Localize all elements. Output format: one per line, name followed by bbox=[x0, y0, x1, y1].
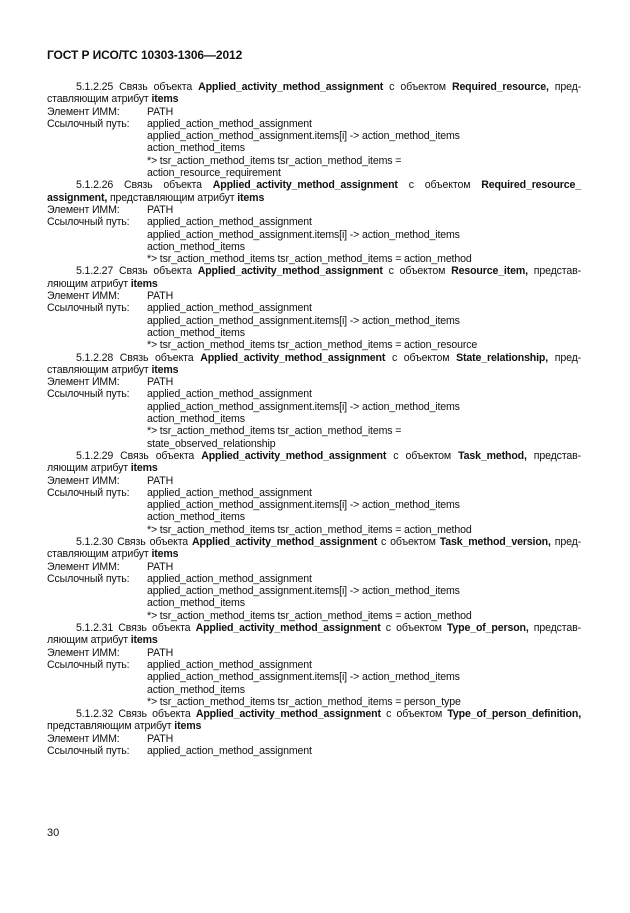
clause-text: Связь объекта bbox=[113, 535, 193, 548]
reference-path-line: applied_action_method_assignment bbox=[147, 117, 312, 130]
reference-path-line: state_observed_relationship bbox=[147, 437, 276, 450]
reference-path-line: applied_action_method_assignment.items[i] -> action_method_items bbox=[147, 499, 460, 512]
mim-element-row bbox=[47, 204, 581, 216]
reference-path-line: applied_action_method_assignment bbox=[147, 302, 312, 315]
clause-text: пред-ставляющим атрибут bbox=[47, 535, 582, 561]
clause-number: 5.1.2.31 bbox=[76, 622, 114, 635]
clause-text: с объектом bbox=[397, 179, 482, 192]
clause-heading bbox=[47, 708, 581, 733]
mim-element-label: Элемент ИММ: bbox=[47, 290, 120, 303]
clause-text: представ-ляющим атрибут bbox=[47, 449, 582, 475]
clause-heading bbox=[47, 450, 581, 475]
reference-path-line: *> tsr_action_method_items tsr_action_method_items = bbox=[147, 154, 402, 167]
clause-heading bbox=[47, 265, 581, 290]
clause-number: 5.1.2.25 bbox=[76, 81, 114, 93]
clause-text: Связь объекта bbox=[113, 449, 202, 462]
reference-path-row bbox=[47, 659, 581, 671]
attribute-name: items bbox=[130, 462, 158, 475]
mim-element-value: PATH bbox=[147, 560, 174, 573]
clause-heading bbox=[47, 179, 581, 204]
page-header: ГОСТ Р ИСО/ТС 10303-1306—2012 bbox=[47, 48, 243, 62]
reference-path-line: action_method_items bbox=[147, 326, 245, 339]
clause-number: 5.1.2.26 bbox=[76, 179, 114, 192]
clause-text: представляющим атрибут bbox=[107, 191, 238, 204]
clause-section bbox=[47, 352, 581, 450]
attribute-name: items bbox=[174, 720, 202, 733]
reference-path-line: *> tsr_action_method_items tsr_action_method_items = person_type bbox=[147, 695, 461, 708]
reference-path-line: applied_action_method_assignment.items[i] -> action_method_items bbox=[147, 671, 460, 684]
clause-text: Связь объекта bbox=[113, 351, 201, 364]
clause-text: пред-ставляющим атрибут bbox=[47, 81, 582, 106]
source-entity: Applied_activity_method_assignment bbox=[195, 708, 381, 721]
reference-path-line: applied_action_method_assignment.items[i] -> action_method_items bbox=[147, 228, 460, 241]
reference-path-line: action_method_items bbox=[147, 142, 245, 155]
clause-text: с объектом bbox=[377, 535, 440, 548]
target-entity: Required_resource_ assignment, bbox=[47, 179, 581, 204]
mim-element-label: Элемент ИММ: bbox=[47, 646, 120, 659]
reference-path-line: applied_action_method_assignment.items[i] -> action_method_items bbox=[147, 400, 460, 413]
target-entity: Required_resource, bbox=[451, 81, 549, 93]
reference-path-line: action_method_items bbox=[147, 240, 245, 253]
reference-path-line: action_method_items bbox=[147, 597, 245, 610]
reference-path-line: applied_action_method_assignment.items[i] -> action_method_items bbox=[147, 314, 460, 327]
mim-element-row bbox=[47, 561, 581, 573]
reference-path-row bbox=[47, 388, 581, 400]
reference-path-label: Ссылочный путь: bbox=[47, 117, 130, 130]
document-body bbox=[47, 81, 581, 757]
reference-path-line: applied_action_method_assignment bbox=[147, 486, 312, 499]
reference-path-label: Ссылочный путь: bbox=[47, 302, 130, 315]
mim-element-value: PATH bbox=[147, 105, 174, 118]
source-entity: Applied_activity_method_assignment bbox=[192, 535, 378, 548]
mim-element-row bbox=[47, 106, 581, 118]
clause-section bbox=[47, 708, 581, 757]
reference-path-line: action_method_items bbox=[147, 413, 245, 426]
reference-path-row bbox=[47, 487, 581, 499]
mim-element-row bbox=[47, 647, 581, 659]
clause-heading bbox=[47, 622, 581, 647]
target-entity: Resource_item, bbox=[451, 265, 528, 278]
source-entity: Applied_activity_method_assignment bbox=[201, 449, 387, 462]
source-entity: Applied_activity_method_assignment bbox=[200, 351, 386, 364]
attribute-name: items bbox=[151, 548, 179, 561]
source-entity: Applied_activity_method_assignment bbox=[198, 81, 384, 93]
mim-element-row bbox=[47, 376, 581, 388]
target-entity: Type_of_person, bbox=[446, 622, 529, 635]
reference-path-line: applied_action_method_assignment bbox=[147, 572, 312, 585]
target-entity: Task_method, bbox=[458, 449, 527, 462]
mim-element-label: Элемент ИММ: bbox=[47, 105, 120, 118]
clause-text: представ-ляющим атрибут bbox=[47, 622, 581, 647]
mim-element-row bbox=[47, 290, 581, 302]
clause-text: Связь объекта bbox=[113, 622, 196, 635]
attribute-name: items bbox=[130, 277, 158, 290]
reference-path-line: applied_action_method_assignment.items[i] -> action_method_items bbox=[147, 130, 460, 143]
page-number: 30 bbox=[47, 827, 60, 839]
clause-heading bbox=[47, 81, 581, 106]
mim-element-label: Элемент ИММ: bbox=[47, 732, 120, 745]
reference-path-row bbox=[47, 118, 581, 130]
reference-path-label: Ссылочный путь: bbox=[47, 745, 130, 758]
clause-number: 5.1.2.30 bbox=[76, 535, 114, 548]
reference-path-line: *> tsr_action_method_items tsr_action_method_items = action_method bbox=[147, 253, 472, 266]
reference-path-line: applied_action_method_assignment bbox=[147, 658, 312, 671]
target-entity: Type_of_person_definition, bbox=[447, 708, 581, 721]
reference-path-line: *> tsr_action_method_items tsr_action_method_items = action_resource bbox=[147, 339, 478, 352]
mim-element-label: Элемент ИММ: bbox=[47, 474, 120, 487]
attribute-name: items bbox=[151, 93, 179, 106]
target-entity: Task_method_version, bbox=[439, 535, 551, 548]
clause-text: с объектом bbox=[383, 81, 452, 93]
source-entity: Applied_activity_method_assignment bbox=[195, 622, 381, 635]
clause-text: с объектом bbox=[382, 265, 452, 278]
source-entity: Applied_activity_method_assignment bbox=[212, 179, 398, 192]
mim-element-row bbox=[47, 475, 581, 487]
mim-element-value: PATH bbox=[147, 290, 174, 303]
mim-element-value: PATH bbox=[147, 376, 174, 389]
attribute-name: items bbox=[237, 191, 265, 204]
attribute-name: items bbox=[151, 363, 179, 376]
clause-section bbox=[47, 622, 581, 708]
target-entity: State_relationship, bbox=[456, 351, 549, 364]
mim-element-label: Элемент ИММ: bbox=[47, 203, 120, 216]
mim-element-value: PATH bbox=[147, 203, 174, 216]
clause-text: представ-ляющим атрибут bbox=[47, 265, 581, 290]
clause-number: 5.1.2.29 bbox=[76, 449, 114, 462]
clause-text: Связь объекта bbox=[113, 179, 213, 192]
reference-path-line: action_method_items bbox=[147, 683, 245, 696]
reference-path-line: action_method_items bbox=[147, 511, 245, 524]
attribute-name: items bbox=[130, 634, 158, 647]
reference-path-line: applied_action_method_assignment bbox=[147, 388, 312, 401]
reference-path-label: Ссылочный путь: bbox=[47, 658, 130, 671]
clause-text: представляющим атрибут bbox=[47, 720, 175, 733]
reference-path-label: Ссылочный путь: bbox=[47, 486, 130, 499]
clause-text: Связь объекта bbox=[113, 265, 198, 278]
clause-section bbox=[47, 536, 581, 622]
reference-path-label: Ссылочный путь: bbox=[47, 572, 130, 585]
reference-path-line: *> tsr_action_method_items tsr_action_method_items = bbox=[147, 425, 402, 438]
clause-number: 5.1.2.32 bbox=[76, 708, 114, 721]
source-entity: Applied_activity_method_assignment bbox=[197, 265, 383, 278]
clause-text: Связь объекта bbox=[113, 81, 199, 93]
clause-number: 5.1.2.28 bbox=[76, 351, 114, 364]
clause-heading bbox=[47, 352, 581, 377]
reference-path-line: *> tsr_action_method_items tsr_action_method_items = action_method bbox=[147, 523, 472, 536]
mim-element-label: Элемент ИММ: bbox=[47, 376, 120, 389]
mim-element-value: PATH bbox=[147, 732, 174, 745]
mim-element-value: PATH bbox=[147, 474, 174, 487]
clause-text: с объектом bbox=[380, 708, 448, 721]
clause-text: с объектом bbox=[385, 351, 457, 364]
clause-section bbox=[47, 450, 581, 536]
reference-path-line: *> tsr_action_method_items tsr_action_method_items = action_method bbox=[147, 609, 472, 622]
clause-heading bbox=[47, 536, 581, 561]
mim-element-row bbox=[47, 733, 581, 745]
reference-path-row bbox=[47, 573, 581, 585]
reference-path-row bbox=[47, 745, 581, 757]
reference-path-line: applied_action_method_assignment bbox=[147, 745, 312, 758]
reference-path-row bbox=[47, 302, 581, 314]
reference-path-row bbox=[47, 216, 581, 228]
mim-element-value: PATH bbox=[147, 646, 174, 659]
clause-text: пред-ставляющим атрибут bbox=[47, 351, 581, 376]
clause-section bbox=[47, 81, 581, 179]
clause-text: Связь объекта bbox=[113, 708, 196, 721]
reference-path-line: applied_action_method_assignment.items[i] -> action_method_items bbox=[147, 585, 460, 598]
clause-section bbox=[47, 265, 581, 351]
clause-number: 5.1.2.27 bbox=[76, 265, 114, 278]
clause-text: с объектом bbox=[380, 622, 447, 635]
clause-text: с объектом bbox=[386, 449, 459, 462]
reference-path-line: action_resource_requirement bbox=[147, 167, 281, 180]
reference-path-line: applied_action_method_assignment bbox=[147, 216, 312, 229]
clause-section bbox=[47, 179, 581, 265]
reference-path-label: Ссылочный путь: bbox=[47, 216, 130, 229]
mim-element-label: Элемент ИММ: bbox=[47, 560, 120, 573]
reference-path-label: Ссылочный путь: bbox=[47, 388, 130, 401]
